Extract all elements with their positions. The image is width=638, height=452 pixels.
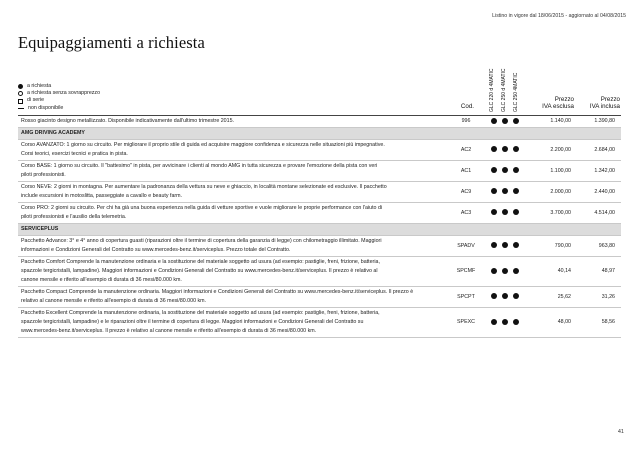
- availability-cells: [482, 257, 527, 287]
- price-ex-vat-header-line: IVA esclusa: [542, 103, 574, 110]
- price-ex-vat-header: [530, 96, 574, 110]
- price-in-vat: 48,97: [577, 257, 621, 287]
- section-title: AMG DRIVING ACADEMY: [18, 128, 621, 140]
- table-row: [18, 236, 621, 257]
- filled-circle-icon: [491, 167, 497, 173]
- filled-circle-icon: [513, 188, 519, 194]
- description-line: Corso BASE: 1 giorno su circuito. Il "battesimo" in pista, per avvicinare i clienti al mondo AMG in tutta sicurezza e provare l'emozione della pista con veri: [21, 163, 378, 169]
- table-row: [18, 203, 621, 224]
- price-ex-vat: 2.000,00: [527, 182, 577, 203]
- availability-cells: [482, 236, 527, 257]
- option-description: [18, 287, 450, 308]
- price-ex-vat: 2.200,00: [527, 140, 577, 161]
- price-in-vat: 1.390,80: [577, 116, 621, 128]
- filled-circle-icon: [502, 319, 508, 325]
- description-line: www.mercedes-benz.it/serviceplus. Il prezzo è relativo al canone mensile e riferito all'esempio di durata di 36 mesi/80.000 km.: [21, 328, 317, 334]
- filled-circle-icon: [491, 319, 497, 325]
- description-line: relativo al canone mensile e riferito all'esempio di durata di 36 mesi/80.000 km.: [21, 298, 207, 304]
- filled-circle-icon: [491, 268, 497, 274]
- model-column-header: [487, 60, 497, 112]
- option-description: [18, 236, 450, 257]
- legend-item: [18, 90, 100, 97]
- filled-circle-icon: [502, 167, 508, 173]
- square-icon: [18, 99, 23, 104]
- description-line: Rosso giacinto designo metallizzato. Disponibile indicativamente dall'ultimo trimestre 2015.: [21, 118, 234, 124]
- description-line: Corso NEVE: 2 giorni in montagna. Per aumentare la padronanza della vettura su neve e ghiaccio, in località montane selezionate ed esclusive. Il pacchetto: [21, 184, 387, 190]
- filled-circle-icon: [491, 146, 497, 152]
- availability-cells: [482, 116, 527, 128]
- page-number: 41: [617, 429, 624, 435]
- filled-circle-icon: [513, 167, 519, 173]
- legend-item: [18, 97, 100, 104]
- filled-circle-icon: [502, 293, 508, 299]
- price-ex-vat: 1.100,00: [527, 161, 577, 182]
- description-line: Pacchetto Compact Comprende la manutenzione ordinaria. Maggiori informazioni e Condizioni Generali del Contratto su www.mercedes-benz.it/serviceplus. Il prezzo è: [21, 289, 414, 295]
- price-in-vat: 58,56: [577, 308, 621, 338]
- code-column-header: Cod.: [460, 103, 474, 110]
- filled-circle-icon: [502, 118, 508, 124]
- filled-circle-icon: [513, 209, 519, 215]
- price-ex-vat-header-line: Prezzo: [554, 96, 574, 103]
- description-line: Pacchetto Comfort Comprende la manutenzione ordinaria e la sostituzione del materiale soggetto ad usura (ad esempio: pastiglie, freni, frizione, batteria,: [21, 259, 380, 265]
- filled-circle-icon: [513, 146, 519, 152]
- availability-cells: [482, 308, 527, 338]
- option-code: SPADV: [450, 236, 482, 257]
- description-line: include escursioni in motoslitta, passeggiate a cavallo e beauty farm.: [21, 193, 183, 199]
- table-row: [18, 182, 621, 203]
- price-ex-vat: 25,62: [527, 287, 577, 308]
- description-line: Corsi teorici, esercizi tecnici e pratica in pista.: [21, 151, 128, 157]
- option-description: [18, 182, 450, 203]
- description-line: canone mensile e riferito all'esempio di durata di 36 mesi/80.000 km.: [21, 277, 182, 283]
- model-name: GLC 250 4MATIC: [513, 72, 519, 112]
- price-in-vat: 1.342,00: [577, 161, 621, 182]
- table-row: [18, 116, 621, 128]
- description-line: spazzole tergicristalli, lampadine). Maggiori informazioni e Condizioni Generali del Contratto su www.mercedes-benz.it/serviceplus. Il prezzo è relativo al: [21, 268, 378, 274]
- filled-circle-icon: [513, 268, 519, 274]
- table-row: [18, 287, 621, 308]
- section-title: SERVICEPLUS: [18, 224, 621, 236]
- price-ex-vat: 1.140,00: [527, 116, 577, 128]
- legend-label: a richiesta: [27, 83, 52, 89]
- page-title: Equipaggiamenti a richiesta: [18, 33, 205, 52]
- filled-circle-icon: [491, 118, 497, 124]
- filled-circle-icon: [502, 209, 508, 215]
- options-table: [18, 116, 621, 338]
- description-line: piloti professionisti e l'ausilio della telemetria.: [21, 214, 127, 220]
- price-ex-vat: 3.700,00: [527, 203, 577, 224]
- price-in-vat: 2.440,00: [577, 182, 621, 203]
- filled-circle-icon: [502, 146, 508, 152]
- filled-circle-icon: [491, 242, 497, 248]
- model-column-header: [511, 60, 521, 112]
- filled-circle-icon: [491, 293, 497, 299]
- availability-cells: [482, 287, 527, 308]
- description-line: informazioni e Condizioni Generali del Contratto su www.mercedes-benz.it/serviceplus. Prezzo totale del Contratto.: [21, 247, 291, 253]
- legend-label: non disponibile: [28, 104, 64, 111]
- option-code: SPCPT: [450, 287, 482, 308]
- option-code: AC3: [450, 203, 482, 224]
- filled-circle-icon: [491, 209, 497, 215]
- option-description: [18, 203, 450, 224]
- description-line: Corso AVANZATO: 1 giorno su circuito. Per migliorare il proprio stile di guida ed acquisire maggiore confidenza e sicurezza nelle situazioni più impegnative.: [21, 142, 385, 148]
- description-line: Pacchetto Excellent Comprende la manutenzione ordinaria, la sostituzione del materiale soggetto ad usura (ad esempio: pastiglie, freni, frizione, batteria,: [21, 310, 380, 316]
- description-line: Pacchetto Advance: 3° e 4° anno di copertura guasti (riparazioni oltre il termine di copertura della garanzia di legge) con chilometraggio illimitato. Maggiori: [21, 238, 382, 244]
- availability-cells: [482, 140, 527, 161]
- section-header-row: [18, 128, 621, 140]
- price-in-vat: 963,80: [577, 236, 621, 257]
- model-column-header: [499, 60, 509, 112]
- price-in-vat-header-line: Prezzo: [600, 96, 620, 103]
- price-ex-vat: 48,00: [527, 308, 577, 338]
- price-in-vat-header: [580, 96, 620, 110]
- option-description: [18, 257, 450, 287]
- section-header-row: [18, 224, 621, 236]
- filled-circle-icon: [491, 188, 497, 194]
- filled-circle-icon: [513, 118, 519, 124]
- option-description: [18, 116, 450, 128]
- legend-label: di serie: [27, 97, 45, 104]
- option-code: SPCMF: [450, 257, 482, 287]
- filled-circle-icon: [502, 242, 508, 248]
- dash-icon: [18, 108, 24, 109]
- availability-cells: [482, 161, 527, 182]
- filled-circle-icon: [502, 188, 508, 194]
- price-in-vat: 2.684,00: [577, 140, 621, 161]
- price-list-validity-note: Listino in vigore dal 18/06/2015 - aggiornato al 04/08/2015: [492, 13, 626, 19]
- table-row: [18, 257, 621, 287]
- model-name: GLC 220 d 4MATIC: [489, 68, 495, 112]
- price-in-vat: 31,26: [577, 287, 621, 308]
- filled-circle-icon: [502, 268, 508, 274]
- table-row: [18, 161, 621, 182]
- filled-circle-icon: [513, 293, 519, 299]
- option-description: [18, 161, 450, 182]
- option-code: SPEXC: [450, 308, 482, 338]
- legend: [18, 83, 100, 112]
- description-line: spazzole tergicristalli, lampadine) e le riparazioni oltre il termine di copertura di legge. Maggiori informazioni e Condizioni Generali del Contratto su: [21, 319, 364, 325]
- model-name: GLC 250 d 4MATIC: [501, 68, 507, 112]
- legend-item: [18, 105, 100, 112]
- filled-circle-icon: [513, 242, 519, 248]
- price-in-vat: 4.514,00: [577, 203, 621, 224]
- option-description: [18, 308, 450, 338]
- legend-label: a richiesta senza sovrapprezzo: [27, 90, 101, 97]
- table-row: [18, 308, 621, 338]
- filled-circle-icon: [18, 84, 23, 89]
- legend-item: [18, 83, 100, 90]
- price-in-vat-header-line: IVA inclusa: [589, 103, 620, 110]
- option-code: 996: [450, 116, 482, 128]
- open-circle-icon: [18, 91, 23, 96]
- option-code: AC2: [450, 140, 482, 161]
- availability-cells: [482, 182, 527, 203]
- price-ex-vat: 40,14: [527, 257, 577, 287]
- description-line: piloti professionisti.: [21, 172, 66, 178]
- description-line: Corso PRO: 2 giorni su circuito. Per chi ha già una buona esperienza nella guida di vetture sportive e vuole migliorare le proprie performance con l'aiuto di: [21, 205, 383, 211]
- option-code: AC9: [450, 182, 482, 203]
- option-description: [18, 140, 450, 161]
- price-ex-vat: 790,00: [527, 236, 577, 257]
- table-row: [18, 140, 621, 161]
- availability-cells: [482, 203, 527, 224]
- filled-circle-icon: [513, 319, 519, 325]
- option-code: AC1: [450, 161, 482, 182]
